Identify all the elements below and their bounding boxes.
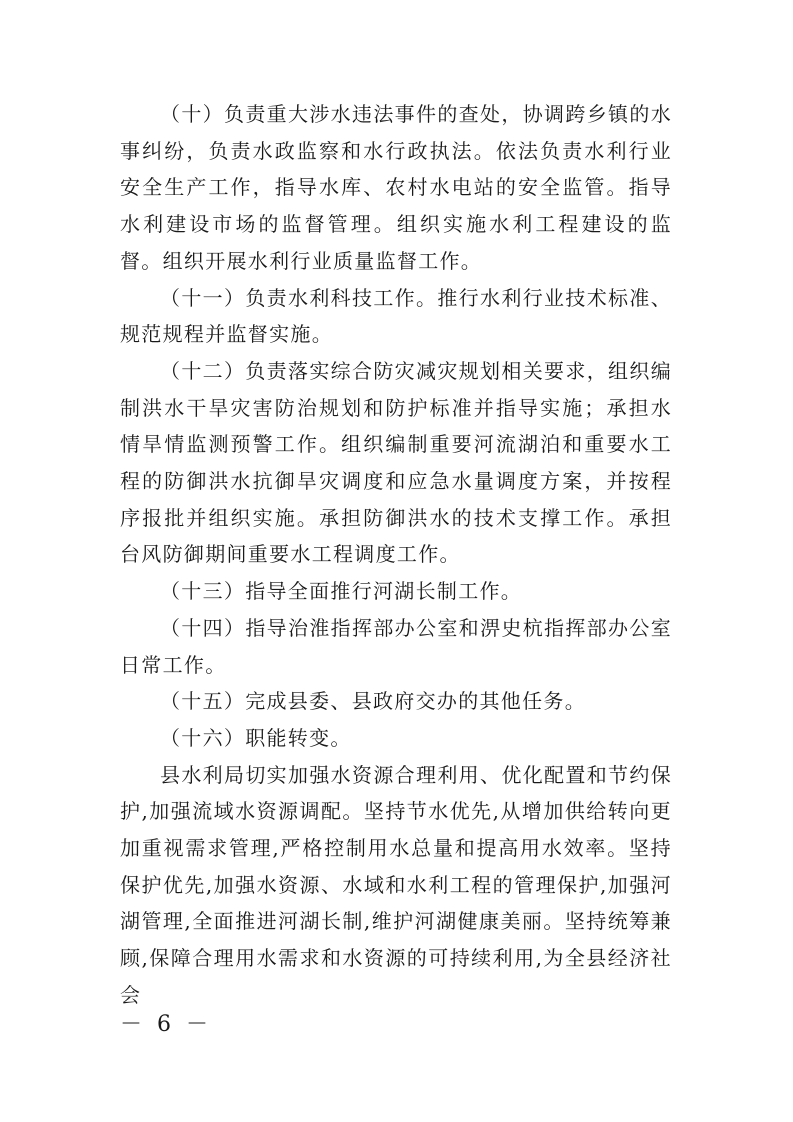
paragraph-12: （十二）负责落实综合防灾减灾规划相关要求，组织编制洪水干旱灾害防治规划和防护标准并指导实施；承担水情旱情监测预警工作。组织编制重要河流湖泊和重要水工程的防御洪水抗御旱灾调度和应急水量调度方案，并按程序报批并组织实施。承担防御洪水的技术支撑工作。承担台风防御期间重要水工程调度工作。 xyxy=(120,358,672,567)
paragraph-functional-shift: 县水利局切实加强水资源合理利用、优化配置和节约保护,加强流域水资源调配。坚持节水优先,从增加供给转向更加重视需求管理,严格控制用水总量和提高用水效率。坚持保护优先,加强水资源、水域和水利工程的管理保护,加强河湖管理,全面推进河湖长制,维护河湖健康美丽。坚持统筹兼顾,保障合理用水需求和水资源的可持续利用,为全县经济社会 xyxy=(120,762,672,1007)
paragraph-14: （十四）指导治淮指挥部办公室和淠史杭指挥部办公室日常工作。 xyxy=(120,615,672,677)
paragraph-13: （十三）指导全面推行河湖长制工作。 xyxy=(160,579,523,604)
paragraph-16: （十六）职能转变。 xyxy=(160,725,352,750)
page-number: － 6 － xyxy=(120,1012,212,1037)
paragraph-11: （十一）负责水利科技工作。推行水利行业技术标准、规范规程并监督实施。 xyxy=(120,285,672,347)
paragraph-10: （十）负责重大涉水违法事件的查处，协调跨乡镇的水事纠纷，负责水政监察和水行政执法。依法负责水利行业安全生产工作，指导水库、农村水电站的安全监管。指导水利建设市场的监督管理。组织实施水利工程建设的监督。组织开展水利行业质量监督工作。 xyxy=(120,102,672,273)
document-body xyxy=(120,96,672,1014)
paragraph-15: （十五）完成县委、县政府交办的其他任务。 xyxy=(160,689,586,714)
